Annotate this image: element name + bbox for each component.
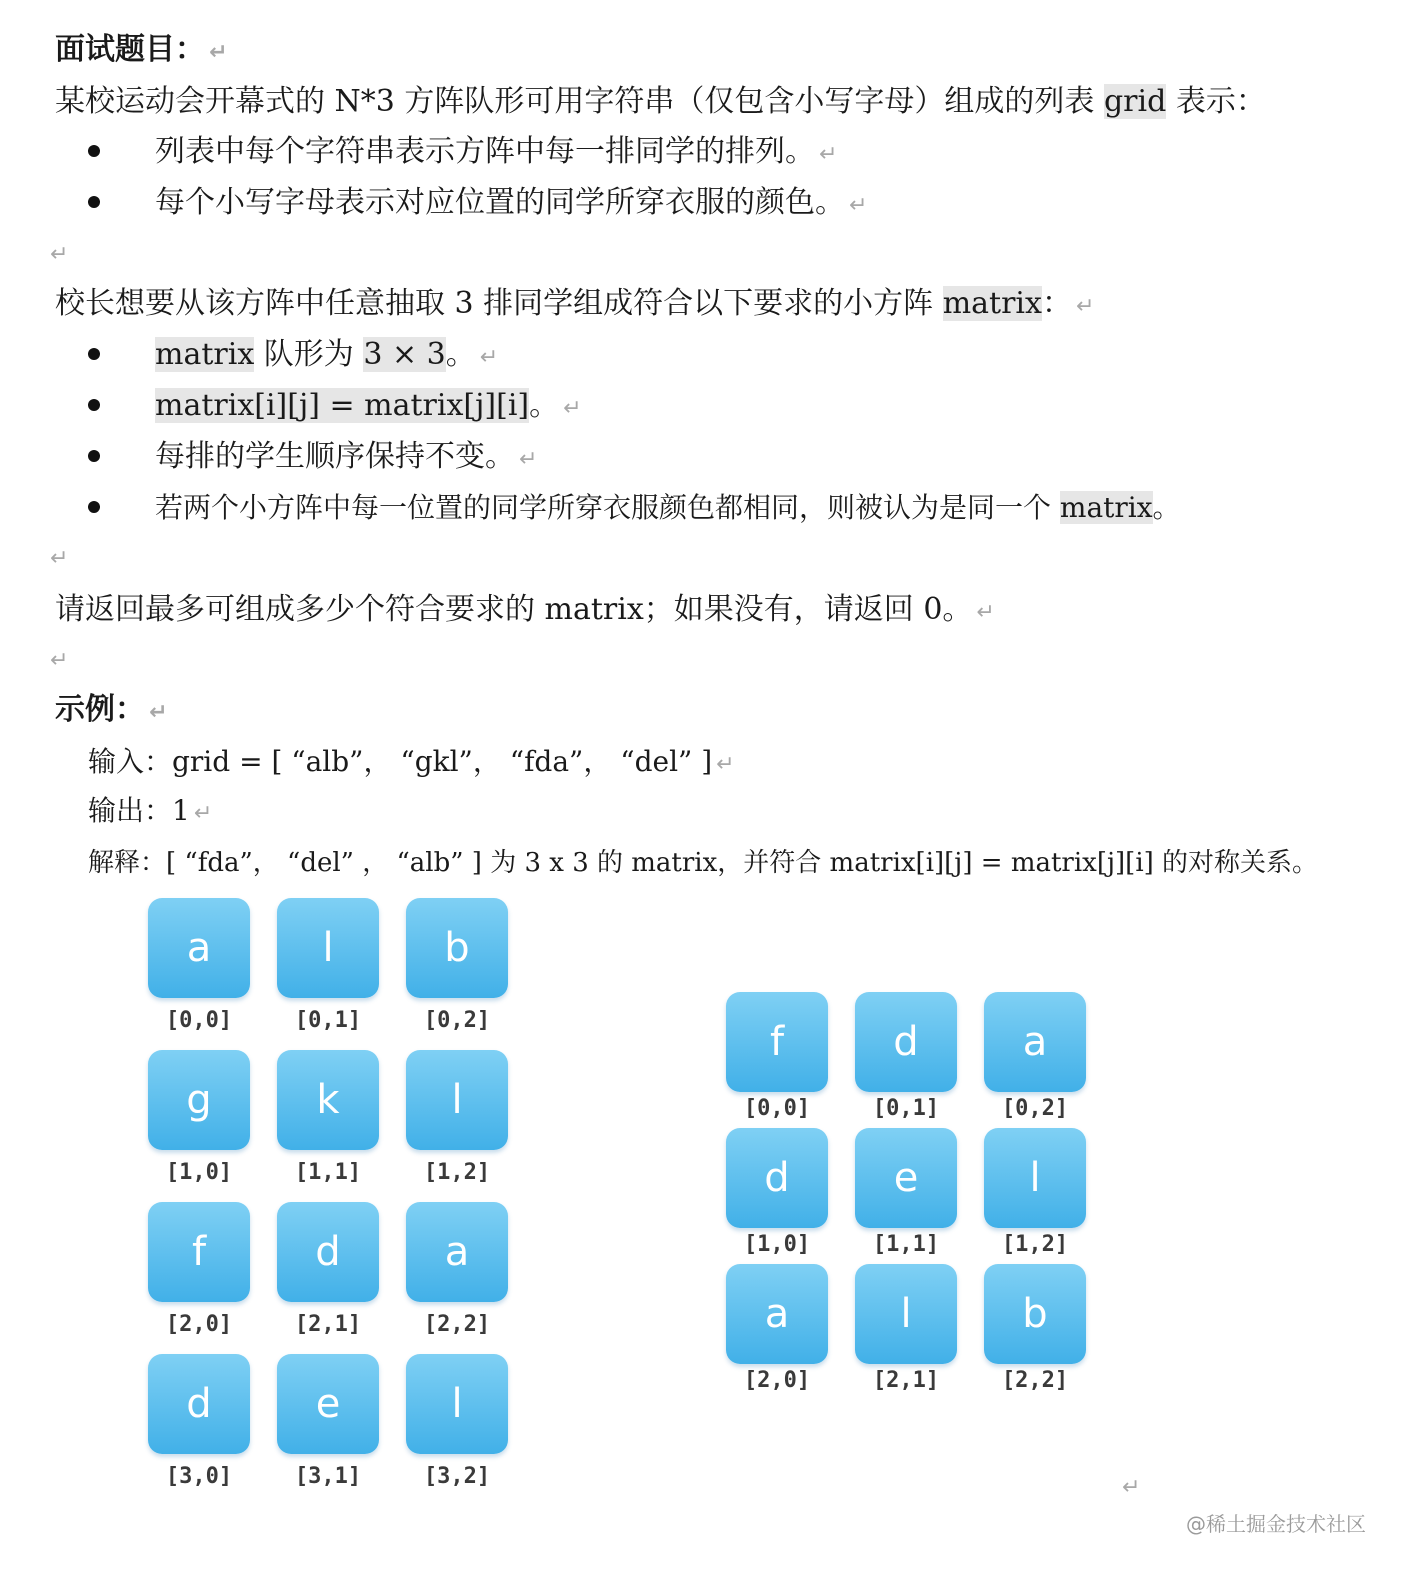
bullet-dot (88, 196, 100, 208)
letter-tile: g (148, 1050, 250, 1150)
requirement-paragraph (55, 284, 1094, 327)
example-input (88, 742, 735, 785)
requirement-bullet-2 (155, 386, 582, 429)
return-mark: ↵ (976, 600, 995, 625)
return-mark: ↵ (519, 447, 538, 472)
example-explanation-text: 解释：[ “fda”， “del” ， “alb” ] 为 3 x 3 的 matrix，并符合 matrix[i][j] = matrix[j][i] 的对称关系。 (88, 848, 1319, 878)
empty-line-mark: ↵ (50, 546, 69, 571)
letter-tile: a (984, 992, 1086, 1092)
bullet-dot (88, 501, 100, 513)
tile-index-label: [1,1] (294, 1160, 362, 1185)
empty-line-mark: ↵ (50, 648, 69, 673)
letter-tile: l (277, 898, 379, 998)
letter-tile: f (726, 992, 828, 1092)
intro-paragraph (55, 82, 1266, 122)
requirement-bullet-4 (155, 488, 1181, 528)
tile-index-label: [0,1] (872, 1096, 940, 1121)
bullet-dot (88, 145, 100, 157)
tile-index-label: [1,2] (423, 1160, 491, 1185)
example-title (55, 690, 167, 733)
letter-tile: a (406, 1202, 508, 1302)
req-b4-end: 。 (1152, 491, 1181, 524)
req-b3-text: 每排的学生顺序保持不变。 (155, 439, 515, 474)
req-b1-code-matrix: matrix (155, 337, 255, 372)
req-b2-end: 。 (529, 388, 560, 423)
req-b4-code-matrix: matrix (1059, 491, 1153, 524)
end-return-mark: ↵ (1122, 1475, 1141, 1500)
letter-tile: d (726, 1128, 828, 1228)
tile-index-label: [3,0] (165, 1464, 233, 1489)
intro-text-before: 某校运动会开幕式的 N*3 方阵队形可用字符串（仅包含小写字母）组成的列表 (55, 84, 1104, 119)
req-b1-end: 。 (445, 337, 476, 372)
tile-index-label: [2,1] (872, 1368, 940, 1393)
return-mark: ↵ (563, 396, 582, 421)
requirement-bullet-1 (155, 335, 498, 378)
letter-tile: e (855, 1128, 957, 1228)
letter-tile: d (277, 1202, 379, 1302)
tile-index-label: [2,0] (743, 1368, 811, 1393)
letter-tile: l (406, 1354, 508, 1454)
tile-index-label: [0,1] (294, 1008, 362, 1033)
bullet-dot (88, 450, 100, 462)
requirement-bullet-3 (155, 437, 537, 480)
tile-index-label: [1,0] (165, 1160, 233, 1185)
letter-tile: b (984, 1264, 1086, 1364)
example-input-text: 输入：grid = [ “alb”， “gkl”， “fda”， “del” ] (88, 745, 713, 778)
return-mark: ↵ (193, 801, 213, 826)
intro-bullet-1 (155, 132, 837, 175)
example-title-text: 示例： (55, 692, 145, 727)
tile-index-label: [1,2] (1001, 1232, 1069, 1257)
req-b2-code-symmetry: matrix[i][j] = matrix[j][i] (155, 388, 530, 423)
return-mark: ↵ (479, 345, 499, 370)
tile-index-label: [0,2] (1001, 1096, 1069, 1121)
req-b1-code-size: 3 × 3 (363, 337, 446, 372)
tile-index-label: [3,2] (423, 1464, 491, 1489)
return-mark: ↵ (819, 142, 838, 167)
letter-tile: f (148, 1202, 250, 1302)
req-b4-text: 若两个小方阵中每一位置的同学所穿衣服颜色都相同，则被认为是同一个 (155, 491, 1060, 524)
empty-line-mark: ↵ (50, 242, 69, 267)
return-mark: ↵ (849, 193, 868, 218)
watermark: @稀土掘金技术社区 (1186, 1512, 1366, 1536)
problem-title (55, 30, 227, 73)
return-mark: ↵ (1075, 294, 1095, 319)
bullet-dot (88, 348, 100, 360)
letter-tile: d (148, 1354, 250, 1454)
tile-index-label: [0,0] (743, 1096, 811, 1121)
tile-index-label: [2,0] (165, 1312, 233, 1337)
letter-tile: l (406, 1050, 508, 1150)
letter-tile: a (726, 1264, 828, 1364)
letter-tile: b (406, 898, 508, 998)
letter-tile: a (148, 898, 250, 998)
intro-code-grid: grid (1103, 84, 1167, 119)
tile-index-label: [2,2] (423, 1312, 491, 1337)
letter-tile: l (984, 1128, 1086, 1228)
bullet-dot (88, 399, 100, 411)
example-explanation (88, 843, 1318, 883)
problem-title-text: 面试题目： (55, 32, 205, 67)
letter-tile: e (277, 1354, 379, 1454)
return-mark: ↵ (716, 752, 735, 777)
requirement-text-after: ： (1041, 286, 1072, 321)
intro-bullet-2 (155, 183, 867, 226)
example-output (88, 791, 212, 834)
tile-index-label: [0,2] (423, 1008, 491, 1033)
letter-tile: l (855, 1264, 957, 1364)
letter-tile: k (277, 1050, 379, 1150)
intro-bullet-2-text: 每个小写字母表示对应位置的同学所穿衣服的颜色。 (155, 185, 845, 220)
return-mark: ↵ (209, 40, 228, 65)
question-text: 请返回最多可组成多少个符合要求的 matrix；如果没有，请返回 0。 (55, 592, 973, 627)
tile-index-label: [3,1] (294, 1464, 362, 1489)
req-b1-text: 队形为 (254, 337, 364, 372)
return-mark: ↵ (149, 700, 168, 725)
tile-index-label: [2,2] (1001, 1368, 1069, 1393)
requirement-code-matrix: matrix (942, 286, 1042, 321)
intro-bullet-1-text: 列表中每个字符串表示方阵中每一排同学的排列。 (155, 134, 815, 169)
example-output-text: 输出：1 (88, 794, 190, 827)
requirement-text-before: 校长想要从该方阵中任意抽取 3 排同学组成符合以下要求的小方阵 (55, 286, 943, 321)
letter-tile: d (855, 992, 957, 1092)
tile-index-label: [0,0] (165, 1008, 233, 1033)
tile-index-label: [1,1] (872, 1232, 940, 1257)
question-paragraph (55, 590, 995, 633)
intro-text-after: 表示： (1166, 84, 1266, 119)
tile-index-label: [2,1] (294, 1312, 362, 1337)
tile-index-label: [1,0] (743, 1232, 811, 1257)
